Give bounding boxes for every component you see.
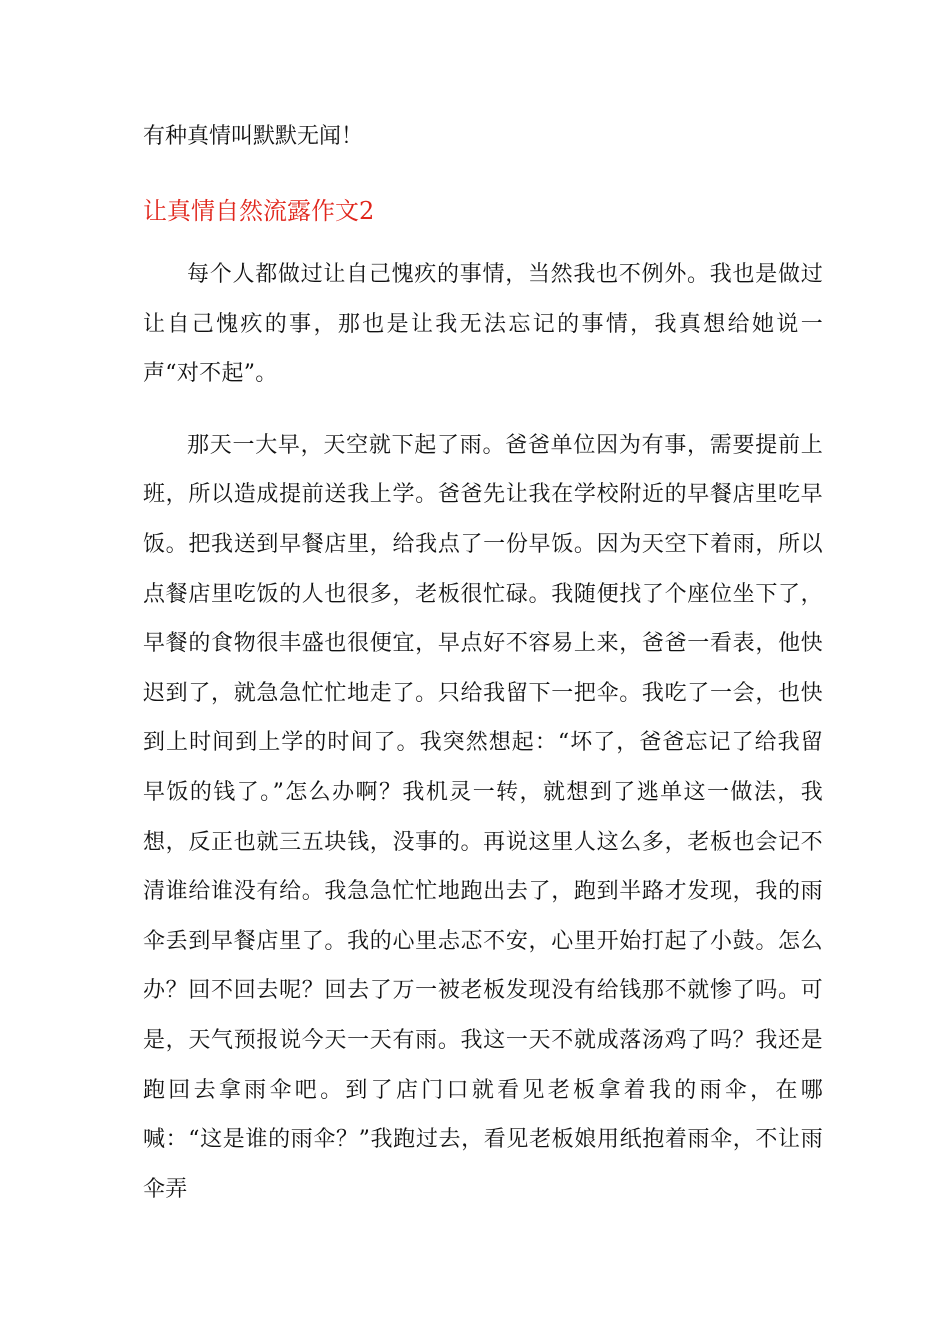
paragraph-2: 那天一大早，天空就下起了雨。爸爸单位因为有事，需要提前上班，所以造成提前送我上学。爸爸先让我在学校附近的早餐店里吃早饭。把我送到早餐店里，给我点了一份早饭。因为天空下着雨，所以点餐店里吃饭的人也很多，老板很忙碌。我随便找了个座位坐下了，早餐的食物很丰盛也很便宜，早点好不容易上来，爸爸一看表，他快迟到了，就急急忙忙地走了。只给我留下一把伞。我吃了一会，也快到上时间到上学的时间了。我突然想起：“坏了，爸爸忘记了给我留早饭的钱了。”怎么办啊？我机灵一转，就想到了逃单这一做法，我想，反正也就三五块钱，没事的。再说这里人这么多，老板也会记不清谁给谁没有给。我急急忙忙地跑出去了，跑到半路才发现，我的雨伞丢到早餐店里了。我的心里忐忑不安，心里开始打起了小鼓。怎么办？回不回去呢？回去了万一被老板发现没有给钱那不就惨了吗。可是，天气预报说今天一天有雨。我这一天不就成落汤鸡了吗？我还是跑回去拿雨伞吧。到了店门口就看见老板拿着我的雨伞，在哪喊：“这是谁的雨伞？”我跑过去，看见老板娘用纸抱着雨伞，不让雨伞弄 <box>143 432 823 1202</box>
document-body <box>143 116 823 1236</box>
previous-essay-closing-line: 有种真情叫默默无闻！ <box>143 124 364 149</box>
paragraph-1: 每个人都做过让自己愧疚的事情，当然我也不例外。我也是做过让自己愧疚的事，那也是让我无法忘记的事情，我真想给她说一声“对不起”。 <box>143 262 823 387</box>
essay-heading: 让真情自然流露作文2 <box>143 197 375 225</box>
